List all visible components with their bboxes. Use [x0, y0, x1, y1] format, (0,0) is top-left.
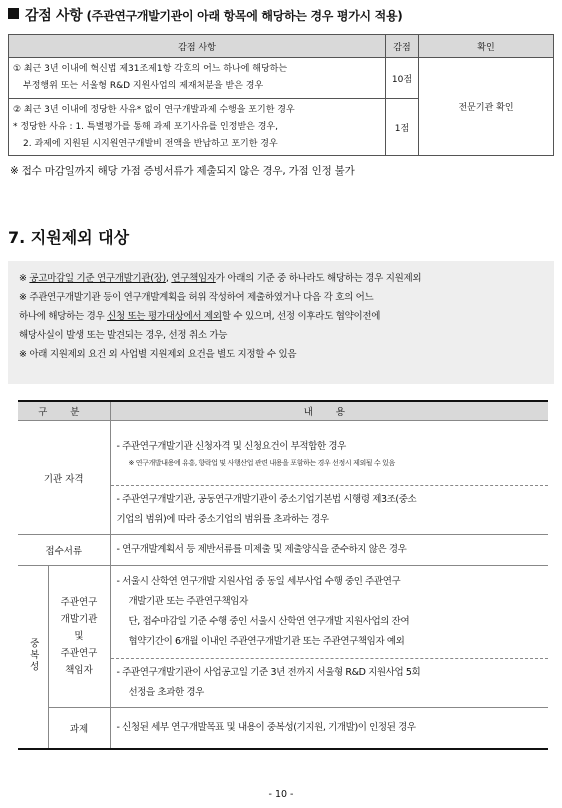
table-header-row — [9, 35, 554, 58]
deduction-text: 부정행위 또는 서울형 R&D 지원사업의 제재처분을 받은 경우 — [23, 81, 264, 91]
table-row — [18, 566, 548, 659]
content-text: 협약기간이 6개월 이내인 주관연구개발기관 또는 주관연구책임자 예외 — [128, 636, 405, 647]
section-heading-deductions — [8, 5, 402, 25]
table-cell — [110, 566, 548, 659]
table-cell — [9, 58, 386, 99]
content-text: 단, 접수마감일 기준 수행 중인 서울시 산학연 연구개발 지원사업의 잔여 — [128, 616, 410, 627]
table-header-row — [18, 401, 548, 421]
deduction-text: 2. 과제에 지원된 시지원연구개발비 전액을 반납하고 포기한 경우 — [23, 138, 278, 149]
underlined-text: 신청 또는 평가대상에서 제외 — [107, 311, 222, 322]
table-row — [18, 535, 548, 566]
section-subtitle: (주관연구개발기관이 아래 항목에 해당하는 경우 평가시 적용) — [86, 9, 403, 23]
table-header — [18, 401, 110, 421]
content-text: 개발기관 또는 주관연구책임자 — [128, 596, 248, 607]
table-cell — [110, 535, 548, 566]
notice-text: , — [165, 273, 172, 284]
deduction-text: ② 최근 3년 이내에 정당한 사유* 없이 연구개발과제 수행을 포기한 경우 — [13, 104, 295, 115]
section-heading-exclusions: 7. 지원제외 대상 — [8, 228, 130, 247]
table-header: 확인 — [419, 35, 554, 58]
deduction-text: ① 최근 3년 이내에 혁신법 제31조제1항 각호의 어느 하나에 해당하는 — [13, 64, 288, 74]
table-row — [18, 708, 548, 750]
duplication-label — [18, 566, 48, 750]
task-label: 과제 — [48, 708, 110, 750]
underlined-text: 공고마감일 기준 연구개발기관(장) — [29, 273, 166, 284]
square-bullet-icon — [8, 8, 19, 19]
pi-label-line: 및 — [74, 631, 84, 642]
section-title: 감점 사항 — [25, 8, 83, 24]
confirm-cell: 전문기관 확인 — [419, 58, 554, 156]
content-text: - 신청된 세부 연구개발목표 및 내용이 중복성(기지원, 기개발)이 인정된 경우 — [116, 722, 416, 733]
pi-label-line: 주관연구 — [60, 648, 98, 659]
underlined-text: 연구책임자 — [171, 273, 216, 284]
header-label: 내 용 — [303, 407, 355, 418]
notice-text: 할 수 있으며, 선정 이후라도 협약이전에 — [221, 311, 381, 322]
page-number: - 10 - — [268, 789, 294, 800]
content-text: - 연구개발계획서 등 제반서류를 미제출 및 제출양식을 준수하지 않은 경우 — [116, 544, 407, 555]
table-header — [110, 401, 548, 421]
deduction-points: 10점 — [386, 58, 419, 99]
exclusion-table — [18, 400, 548, 750]
documents-label: 접수서류 — [18, 535, 110, 566]
deduction-note: ※ 접수 마감일까지 해당 가점 증빙서류가 제출되지 않은 경우, 가점 인정 불가 — [10, 165, 355, 177]
deduction-table — [8, 34, 554, 156]
pi-label-line: 주관연구 — [60, 597, 98, 608]
deduction-points: 1점 — [386, 99, 419, 156]
table-cell — [110, 486, 548, 535]
notice-line — [19, 269, 543, 288]
institution-label: 기관 자격 — [18, 421, 110, 535]
notice-text: 가 아래의 기준 중 하나라도 해당하는 경우 지원제외 — [215, 273, 422, 284]
content-text: - 주관연구개발기관이 사업공고일 기준 3년 전까지 서울형 R&D 지원사업 5회 — [116, 667, 421, 678]
table-cell — [9, 99, 386, 156]
duplication-label-text: 중복성 — [27, 638, 39, 673]
deduction-text: * 정당한 사유 : 1. 특별평가를 통해 과제 포기사유를 인정받은 경우, — [13, 121, 278, 132]
pi-label-line: 책임자 — [65, 665, 93, 676]
notice-box — [8, 261, 554, 384]
notice-text: 하나에 해당하는 경우 — [19, 311, 108, 322]
content-text: - 주관연구개발기관 신청자격 및 신청요건이 부적합한 경우 — [116, 441, 346, 452]
table-header: 감점 사항 — [9, 35, 386, 58]
table-row — [9, 58, 554, 99]
table-header: 감점 — [386, 35, 419, 58]
notice-line: ※ 주관연구개발기관 등이 연구개발계획을 허위 작성하여 제출하였거나 다음 각 호의 어느 — [19, 292, 374, 303]
header-label: 구 분 — [38, 407, 90, 418]
content-text: - 주관연구개발기관, 공동연구개발기관이 중소기업기본법 시행령 제3조(중소 — [116, 494, 417, 505]
notice-mark: ※ — [19, 273, 30, 284]
content-text: 선정을 초과한 경우 — [128, 687, 204, 698]
content-text: - 서울시 산학연 연구개발 지원사업 중 동일 세부사업 수행 중인 주관연구 — [116, 576, 401, 587]
notice-line: 해당사실이 발생 또는 발견되는 경우, 선정 취소 가능 — [19, 330, 228, 341]
table-cell — [110, 659, 548, 708]
table-cell — [110, 421, 548, 486]
content-note: ※ 연구개발내용에 유흥, 향락업 및 사행산업 관련 내용을 포함하는 경우 선정시 제외될 수 있음 — [128, 459, 395, 467]
content-text: 기업의 범위)에 따라 중소기업의 범위를 초과하는 경우 — [116, 514, 329, 525]
table-cell — [110, 708, 548, 750]
notice-line — [19, 307, 543, 326]
pi-label — [48, 566, 110, 708]
notice-line: ※ 아래 지원제외 요건 외 사업별 지원제외 요건을 별도 지정할 수 있음 — [19, 349, 297, 360]
table-row — [18, 421, 548, 486]
pi-label-line: 개발기관 — [60, 614, 98, 625]
